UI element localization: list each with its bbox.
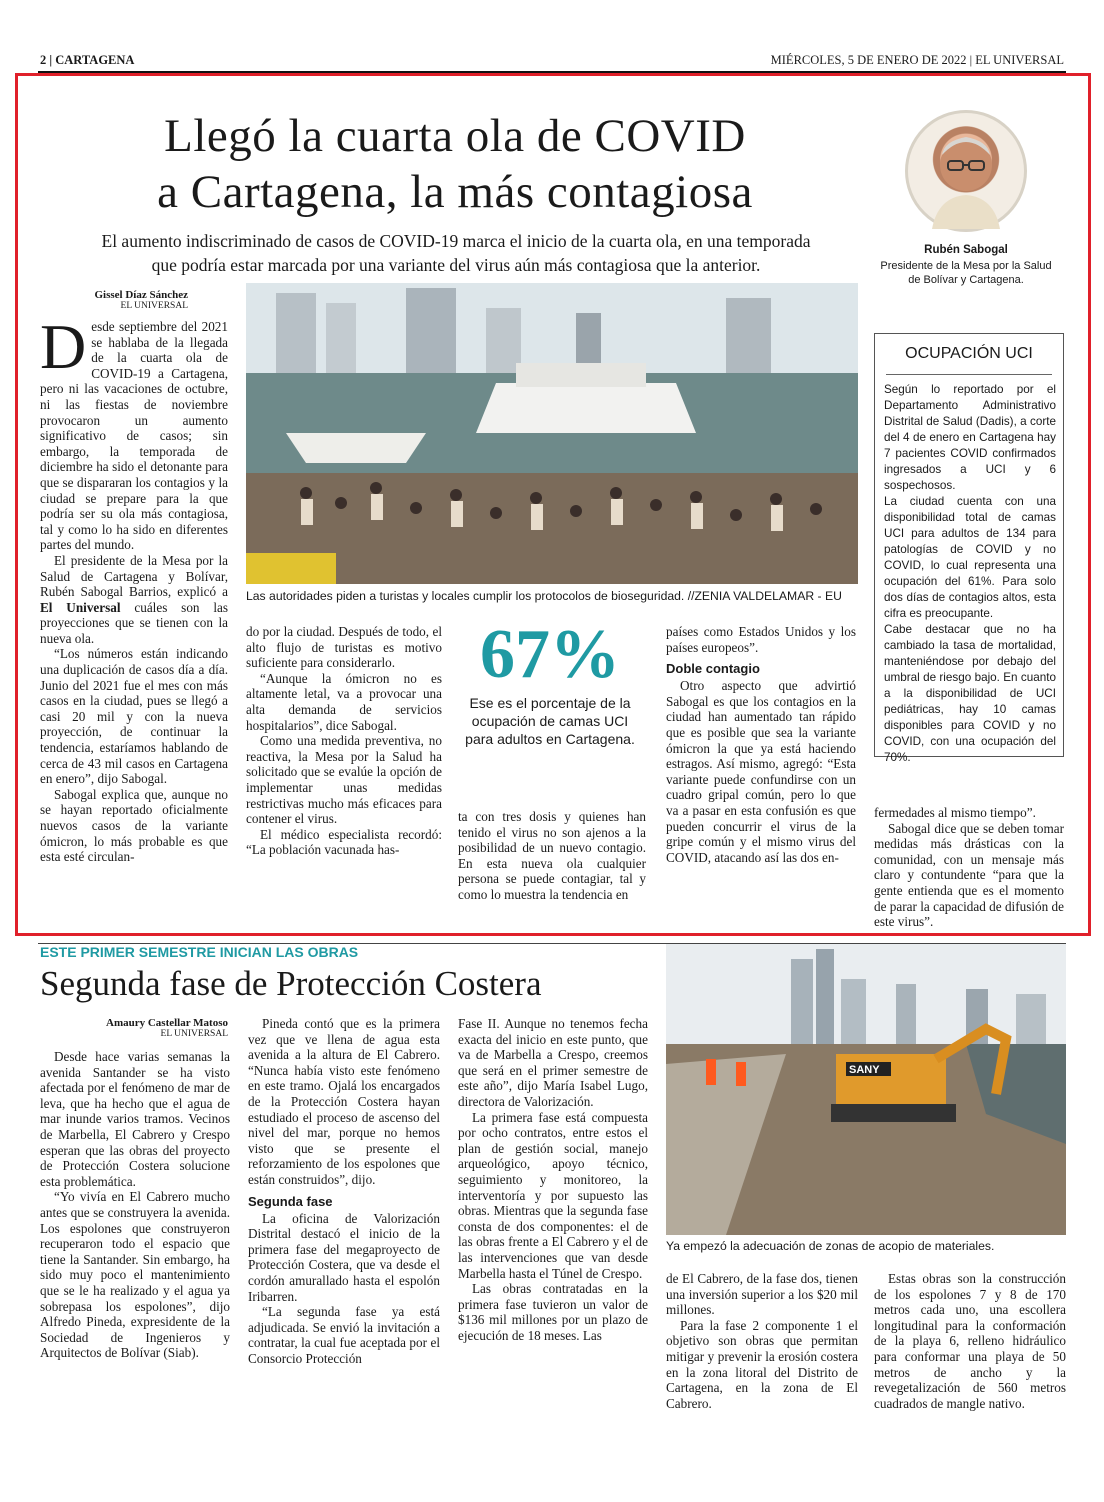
portrait-role-line-1: Presidente de la Mesa por la Salud	[880, 260, 1052, 272]
article-column-3	[458, 1016, 648, 1343]
article-deck	[56, 229, 856, 277]
paragraph-text: esde septiembre del 2021 se hablaba de la llegada de la cuarta ola de COVID-19 a Cartagena, pero ni las vacaciones de octubre, ni las fiestas de noviembre provocaron un aumento significativo de casos; sin embargo, la temporada de diciembre ha sido el detonante para que se dispararan los contagios y la ciudad se prepare para la que podría ser su ola más contagiosa, tal y como lo ha sido en diferentes partes del mundo.	[40, 319, 228, 553]
portrait-name: Rubén Sabogal	[924, 244, 1008, 256]
marina-crowd-photo	[246, 283, 858, 584]
stat-description: Ese es el porcentaje de la ocupación de camas UCI para adultos en Cartagena.	[465, 695, 635, 747]
deck-line-1: El aumento indiscriminado de casos de COVID-19 marca el inicio de la cuarta ola, en una temporada	[101, 231, 811, 251]
paragraph: “Los números están indicando una duplicación de casos día a día. Junio del 2021 fue el mes con más casos en la ciudad, pues se llegó a casi 20 mil y con la nueva proyección, de continuar la tendencia, estaríamos hablando de cerca de 43 mil casos en Cartagena en enero”, dijo Sabogal.	[40, 646, 228, 787]
byline-name: Amaury Castellar Matoso	[106, 1017, 228, 1029]
article-column-4	[666, 624, 856, 865]
portrait-role	[880, 259, 1052, 287]
page-section-label: 2 | CARTAGENA	[40, 53, 135, 67]
paragraph: El médico especialista recordó: “La población vacunada has-	[246, 826, 442, 858]
paper-name-bold: El Universal	[40, 599, 121, 615]
portrait-photo	[905, 110, 1027, 232]
coastal-works-photo	[666, 944, 1066, 1235]
subhead: Segunda fase	[248, 1193, 333, 1209]
article-headline	[60, 108, 850, 220]
article-column-1	[40, 1049, 230, 1361]
paragraph: “Aunque la ómicron no es altamente letal, va a provocar una alta demanda de servicios hospitalarios”, dice Sabogal.	[246, 670, 442, 733]
paragraph: Como una medida preventiva, no reactiva, la Mesa por la Salud ha solicitado que se evalúe la opción de implementar unas medidas restrictivas mucho más eficaces para contener el virus.	[246, 733, 442, 827]
paragraph: La primera fase está compuesta por ocho contratos, entre estos el plan de gestión social, manejo arqueológico, apoyo técnico, seguimiento y monitoreo, la interventoría y por supuesto las obras. Mientras que la segunda fase consta de dos componentes: el de las obras frente a El Cabrero y el de las intervenciones que van desde Marbella hasta el Túnel de Crespo.	[458, 1109, 648, 1281]
paragraph: Estas obras son la construcción de los espolones 7 y 8 de 170 metros cada uno, una escollera longitudinal para la conformación de la playa 6, relleno hidráulico para conformar una playa de 50 metros de ancho y la revegetalización de 560 metros cuadrados de mangle nativo.	[874, 1271, 1066, 1411]
uci-paragraph: Según lo reportado por el Departamento Administrativo Distrital de Salud (Dadis), a corte del 4 de enero en Cartagena hay 7 pacientes COVID confirmados ingresados a UCI y 6 sospechosos.	[884, 383, 1056, 492]
paragraph	[40, 553, 228, 647]
coastal-photo-illustration	[666, 944, 1066, 1235]
byline-outlet: EL UNIVERSAL	[120, 301, 188, 311]
paragraph: Sabogal explica que, aunque no se hayan reportado oficialmente nuevos casos de la variante ómicron, lo más probable es que esta esté circulan-	[40, 786, 228, 865]
uci-sidebar-title: OCUPACIÓN UCI	[905, 345, 1033, 362]
article-column-3	[458, 809, 646, 903]
paragraph: Las obras contratadas en la primera fase tuvieron un valor de $136 mil millones por un plazo de ejecución de 18 meses. Las	[458, 1281, 648, 1343]
paragraph: La oficina de Valorización Distrital destacó el inicio de la primera fase del megaproyecto de Protección Costera, que va desde el cordón amurallado hasta el espolón Iribarren.	[248, 1210, 440, 1304]
article-column-2	[248, 1016, 440, 1366]
stat-number: 67%	[480, 616, 620, 693]
portrait-illustration	[908, 113, 1024, 229]
paragraph: Fase II. Aunque no tenemos fecha exacta del inicio en este punto, que va de Marbella a Crespo, creemos que será en el primer semestre de este año”, dijo María Isabel Lugo, directora de Valorización.	[458, 1016, 648, 1109]
paragraph	[40, 311, 228, 553]
uci-paragraph: La ciudad cuenta con una disponibilidad total de camas UCI para adultos de 134 para patologías de COVID y no COVID, lo cual representa una ocupación del 61%. Para solo dos días de contagios altos, esta cifra es preocupante.	[884, 495, 1056, 620]
subhead: Doble contagio	[666, 661, 760, 677]
paragraph-text: cuáles son las proyecciones que se tienen con la nueva ola.	[40, 599, 229, 646]
paragraph: países como Estados Unidos y los países europeos”.	[666, 624, 856, 655]
portrait-role-line-2: de Bolívar y Cartagena.	[908, 274, 1024, 286]
paragraph: de El Cabrero, de la fase dos, tienen una inversión superior a los $20 mil millones.	[666, 1271, 858, 1318]
paragraph: “La segunda fase ya está adjudicada. Se envió la invitación a contratar, la cual fue aceptada por el Consorcio Protección	[248, 1304, 440, 1366]
paragraph: “Yo vivía en El Cabrero mucho antes que se construyera la avenida. Los espolones que construyeron recuperaron todo el espacio que tiene la Santander. Sin embargo, ha sido muy poco el mantenimiento que se le ha realizado y el agua ya sobrepasa los espolones”, dijo Alfredo Pineda, expresidente de la Sociedad de Ingenieros y Arquitectos de Bolívar (Siab).	[40, 1189, 230, 1361]
article-column-2	[246, 624, 442, 858]
excavator-brand: SANY	[849, 1064, 880, 1076]
uci-sidebar-rule	[886, 374, 1052, 375]
paragraph: Desde hace varias semanas la avenida Santander se ha visto afectada por el fenómeno de mar de leva, que ha hecho que el agua de mar inunde varios tramos. Vecinos de Marbella, El Cabrero y Crespo esperan que las obras del proyecto de Protección Costera solucione esta problemática.	[40, 1049, 230, 1189]
headline-line-2: a Cartagena, la más contagiosa	[157, 166, 753, 218]
paragraph: Pineda contó que es la primera vez que ve llena de agua esta avenida a la altura de El Cabrero. “Nunca había visto este fenómeno en este tramo. Ojalá los encargados de la Protección Costera hayan estudiado el proceso de ascenso del nivel del mar, porque no hemos visto que se presente el reforzamiento de los espolones que están construidos”, dijo.	[248, 1016, 440, 1187]
issue-date-and-paper: MIÉRCOLES, 5 DE ENERO DE 2022 | EL UNIVERSAL	[770, 53, 1064, 67]
paragraph: ta con tres dosis y quienes han tenido el virus no son ajenos a la posibilidad de un nuevo contagio. En esta nueva ola cualquier persona se puede contagiar, tal y como lo muestra la tendencia en	[458, 809, 646, 902]
paragraph: Otro aspecto que advirtió Sabogal es que los contagios en la ciudad han aumentado tan rápido que es posible que sea la variante ómicron la que ya está haciendo estragos. Así mismo, agregó: “Esta variante puede confundirse con un cuadro gripal común, pero lo que va a pasar en esta confusión es que pueden concurrir el virus de la gripe común y el mismo virus del COVID, atacando así las dos en-	[666, 678, 856, 865]
photo-caption: Las autoridades piden a turistas y locales cumplir los protocolos de bioseguridad. //ZENIA VALDELAMAR - EU	[246, 589, 842, 603]
dropcap: D	[40, 311, 87, 382]
byline-outlet: EL UNIVERSAL	[160, 1029, 228, 1039]
byline-name: Gissel Díaz Sánchez	[94, 289, 188, 301]
headline-line-1: Llegó la cuarta ola de COVID	[164, 110, 746, 162]
article-headline: Segunda fase de Protección Costera	[40, 964, 542, 1003]
article-column-5	[874, 1271, 1066, 1411]
paragraph: do por la ciudad. Después de todo, el alto flujo de turistas es motivo suficiente para considerarlo.	[246, 624, 442, 671]
uci-sidebar-body	[884, 382, 1056, 766]
article-column-4	[666, 1271, 858, 1411]
paragraph-text: El presidente de la Mesa por la Salud de Cartagena y Bolívar, Rubén Sabogal Barrios, explicó a	[40, 552, 228, 600]
paragraph: Sabogal dice que se deben tomar medidas más drásticas con la comunidad, con un mensaje más claro y contundente “para que la gente entienda que es el momento de parar la capacidad de difusión de este virus”.	[874, 820, 1064, 930]
paragraph: fermedades al mismo tiempo”.	[874, 805, 1036, 820]
article-column-1	[40, 311, 229, 865]
deck-line-2: que podría estar marcada por una variante del virus aún más contagiosa que la anterior.	[151, 255, 761, 275]
article-column-5	[874, 805, 1064, 930]
uci-paragraph: Cabe destacar que no ha cambiado la tasa de mortalidad, manteniéndose por debajo del umbral de riesgo bajo. En cuanto a la disponibilidad de UCI pediátricas, hay 10 camas disponibles para COVID y no COVID, con una ocupación del 70%.	[884, 623, 1056, 764]
photo-caption: Ya empezó la adecuación de zonas de acopio de materiales.	[666, 1239, 995, 1253]
header-rule	[38, 71, 1066, 73]
paragraph: Para la fase 2 componente 1 el objetivo son obras que permitan mitigar y prevenir la erosión costera en la zona litoral del Distrito de Cartagena, en la zona de El Cabrero.	[666, 1317, 858, 1411]
article-kicker: ESTE PRIMER SEMESTRE INICIAN LAS OBRAS	[40, 944, 359, 960]
marina-photo-illustration	[246, 283, 858, 584]
